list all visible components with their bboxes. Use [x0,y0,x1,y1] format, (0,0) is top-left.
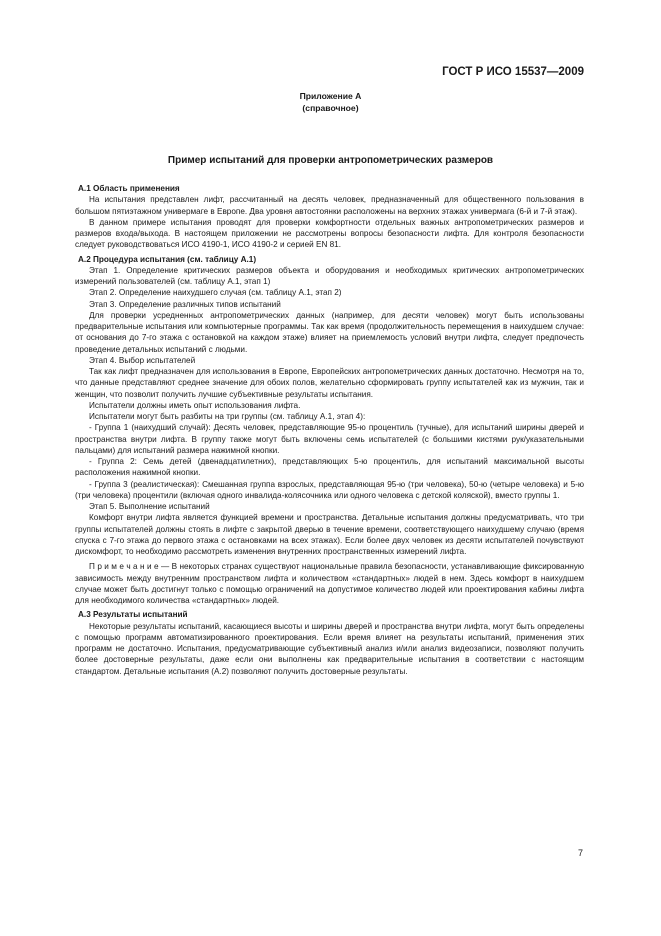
document-title: Пример испытаний для проверки антропометрических размеров [167,155,494,166]
section-heading: А.3 Результаты испытаний [78,610,188,620]
paragraph: Этап 2. Определение наихудшего случая (см. таблицу А.1, этап 2) [89,288,342,298]
appendix-type: (справочное) [302,103,359,113]
paragraph: Этап 1. Определение критических размеров объекта и оборудования и необходимых критических антропометрических измерений пользователей (см. таблицу А.1, этап 1) [75,265,584,286]
standard-code: ГОСТ Р ИСО 15537—2009 [442,66,584,78]
paragraph: Комфорт внутри лифта является функцией времени и пространства. Детальные испытания должны предусматривать, что три группы испытателей должны стоять в лифте с закрытой дверью в течение времени, соответствующего наихудшему случаю (время спуска с 7-го этажа до первого этажа с остановками на всех этажах). Если более двух человек из десяти испытателей почувствуют дискомфорт, то необходимо рассмотреть изменения внутренних пространственных измерений лифта. [75,513,584,556]
paragraph: Этап 3. Определение различных типов испытаний [89,299,281,309]
paragraph: Этап 4. Выбор испытателей [89,355,196,365]
paragraph: Этап 5. Выполнение испытаний [89,502,210,511]
note-paragraph: П р и м е ч а н и е — В некоторых странах существуют национальные правила безопасности, устанавливающие фиксированную зависимость между внутренним пространством лифта и количеством «стандартных» людей в нем. Здесь комфорт в наихудшем случае может быть достигнут только с помощью ограничений на допустимое количество людей или проектирования кабины лифта для необходимого количества «стандартных» людей. [75,562,584,605]
paragraph: Испытатели могут быть разбиты на три группы (см. таблицу А.1, этап 4): [89,412,366,421]
paragraph: Испытатели должны иметь опыт использования лифта. [89,400,301,410]
paragraph: Так как лифт предназначен для использования в Европе, Европейских антропометрических данных достаточно. Несмотря на то, что данные представляют среднее значение для обоих полов, желательно сформировать группу испытателей как из мужчин, так и женщин, что позволит получить лучшие субъективные результаты испытания. [75,367,584,399]
section-heading: А.2 Процедура испытания (см. таблицу А.1) [78,254,257,264]
paragraph: - Группа 2: Семь детей (двенадцатилетних), представляющих 5-ю процентиль, для испытаний максимальной высоты расположения нажимной кнопки. [75,457,584,478]
paragraph: - Группа 1 (наихудший случай): Десять человек, представляющие 95-ю процентиль (тучные), для испытаний ширины дверей и пространства внутри лифта. В группу также могут быть включены семь испытателей (с большими кистями рук/указательными пальцами) для испытаний размера нажимной кнопки. [75,423,584,455]
appendix-label: Приложение А [299,91,362,101]
paragraph: На испытания представлен лифт, рассчитанный на десять человек, предназначенный для общественного пользования в большом пятиэтажном универмаге в Европе. Два уровня автостоянки расположены на верхних этажах универмага (6-й и 7-й этаж). [75,195,584,216]
paragraph: В данном примере испытания проводят для проверки комфортности отдельных важных антропометрических размеров и размеров входа/выхода. В настоящем приложении не рассмотрены вопросы безопасности лифта. Для контроля безопасности следует руководствоваться ИСО 4190-1, ИСО 4190-2 и серией EN 81. [75,217,584,250]
appendix-heading [0,90,661,114]
paragraph: - Группа 3 (реалистическая): Смешанная группа взрослых, представляющая 95-ю (три человека), 50-ю (четыре человека) и 5-ю (три человека) процентили (включая одного инвалида-колясочника или одного человека с детской коляской), вместо группы 1. [75,479,584,500]
document-body [75,183,584,677]
page-number: 7 [577,848,583,858]
paragraph: Некоторые результаты испытаний, касающиеся высоты и ширины дверей и пространства внутри лифта, могут быть определены с помощью программ автоматизированного проектирования. Если время влияет на результаты испытаний, применения этих программ не достаточно. Испытания, предусматривающие субъективный анализ и/или анализ видеозаписи, позволяют получить более достоверные результаты, даже если они выполнены как предварительные испытания в соответствии с настоящим стандартом. Детальные испытания (А.2) позволяют получить достоверные результаты. [75,621,584,676]
section-heading: А.1 Область применения [78,184,180,193]
paragraph: Для проверки усредненных антропометрических данных (например, для десяти человек) могут быть использованы предварительные испытания или компьютерные программы. Так как время (продолжительность перемещения в наихудшем случае: от основания до 7-го этажа с остановкой на каждом этаже) влияет на приемлемость условий внутри лифта, следует предпочесть проведение детальных испытаний с людьми. [75,310,584,354]
